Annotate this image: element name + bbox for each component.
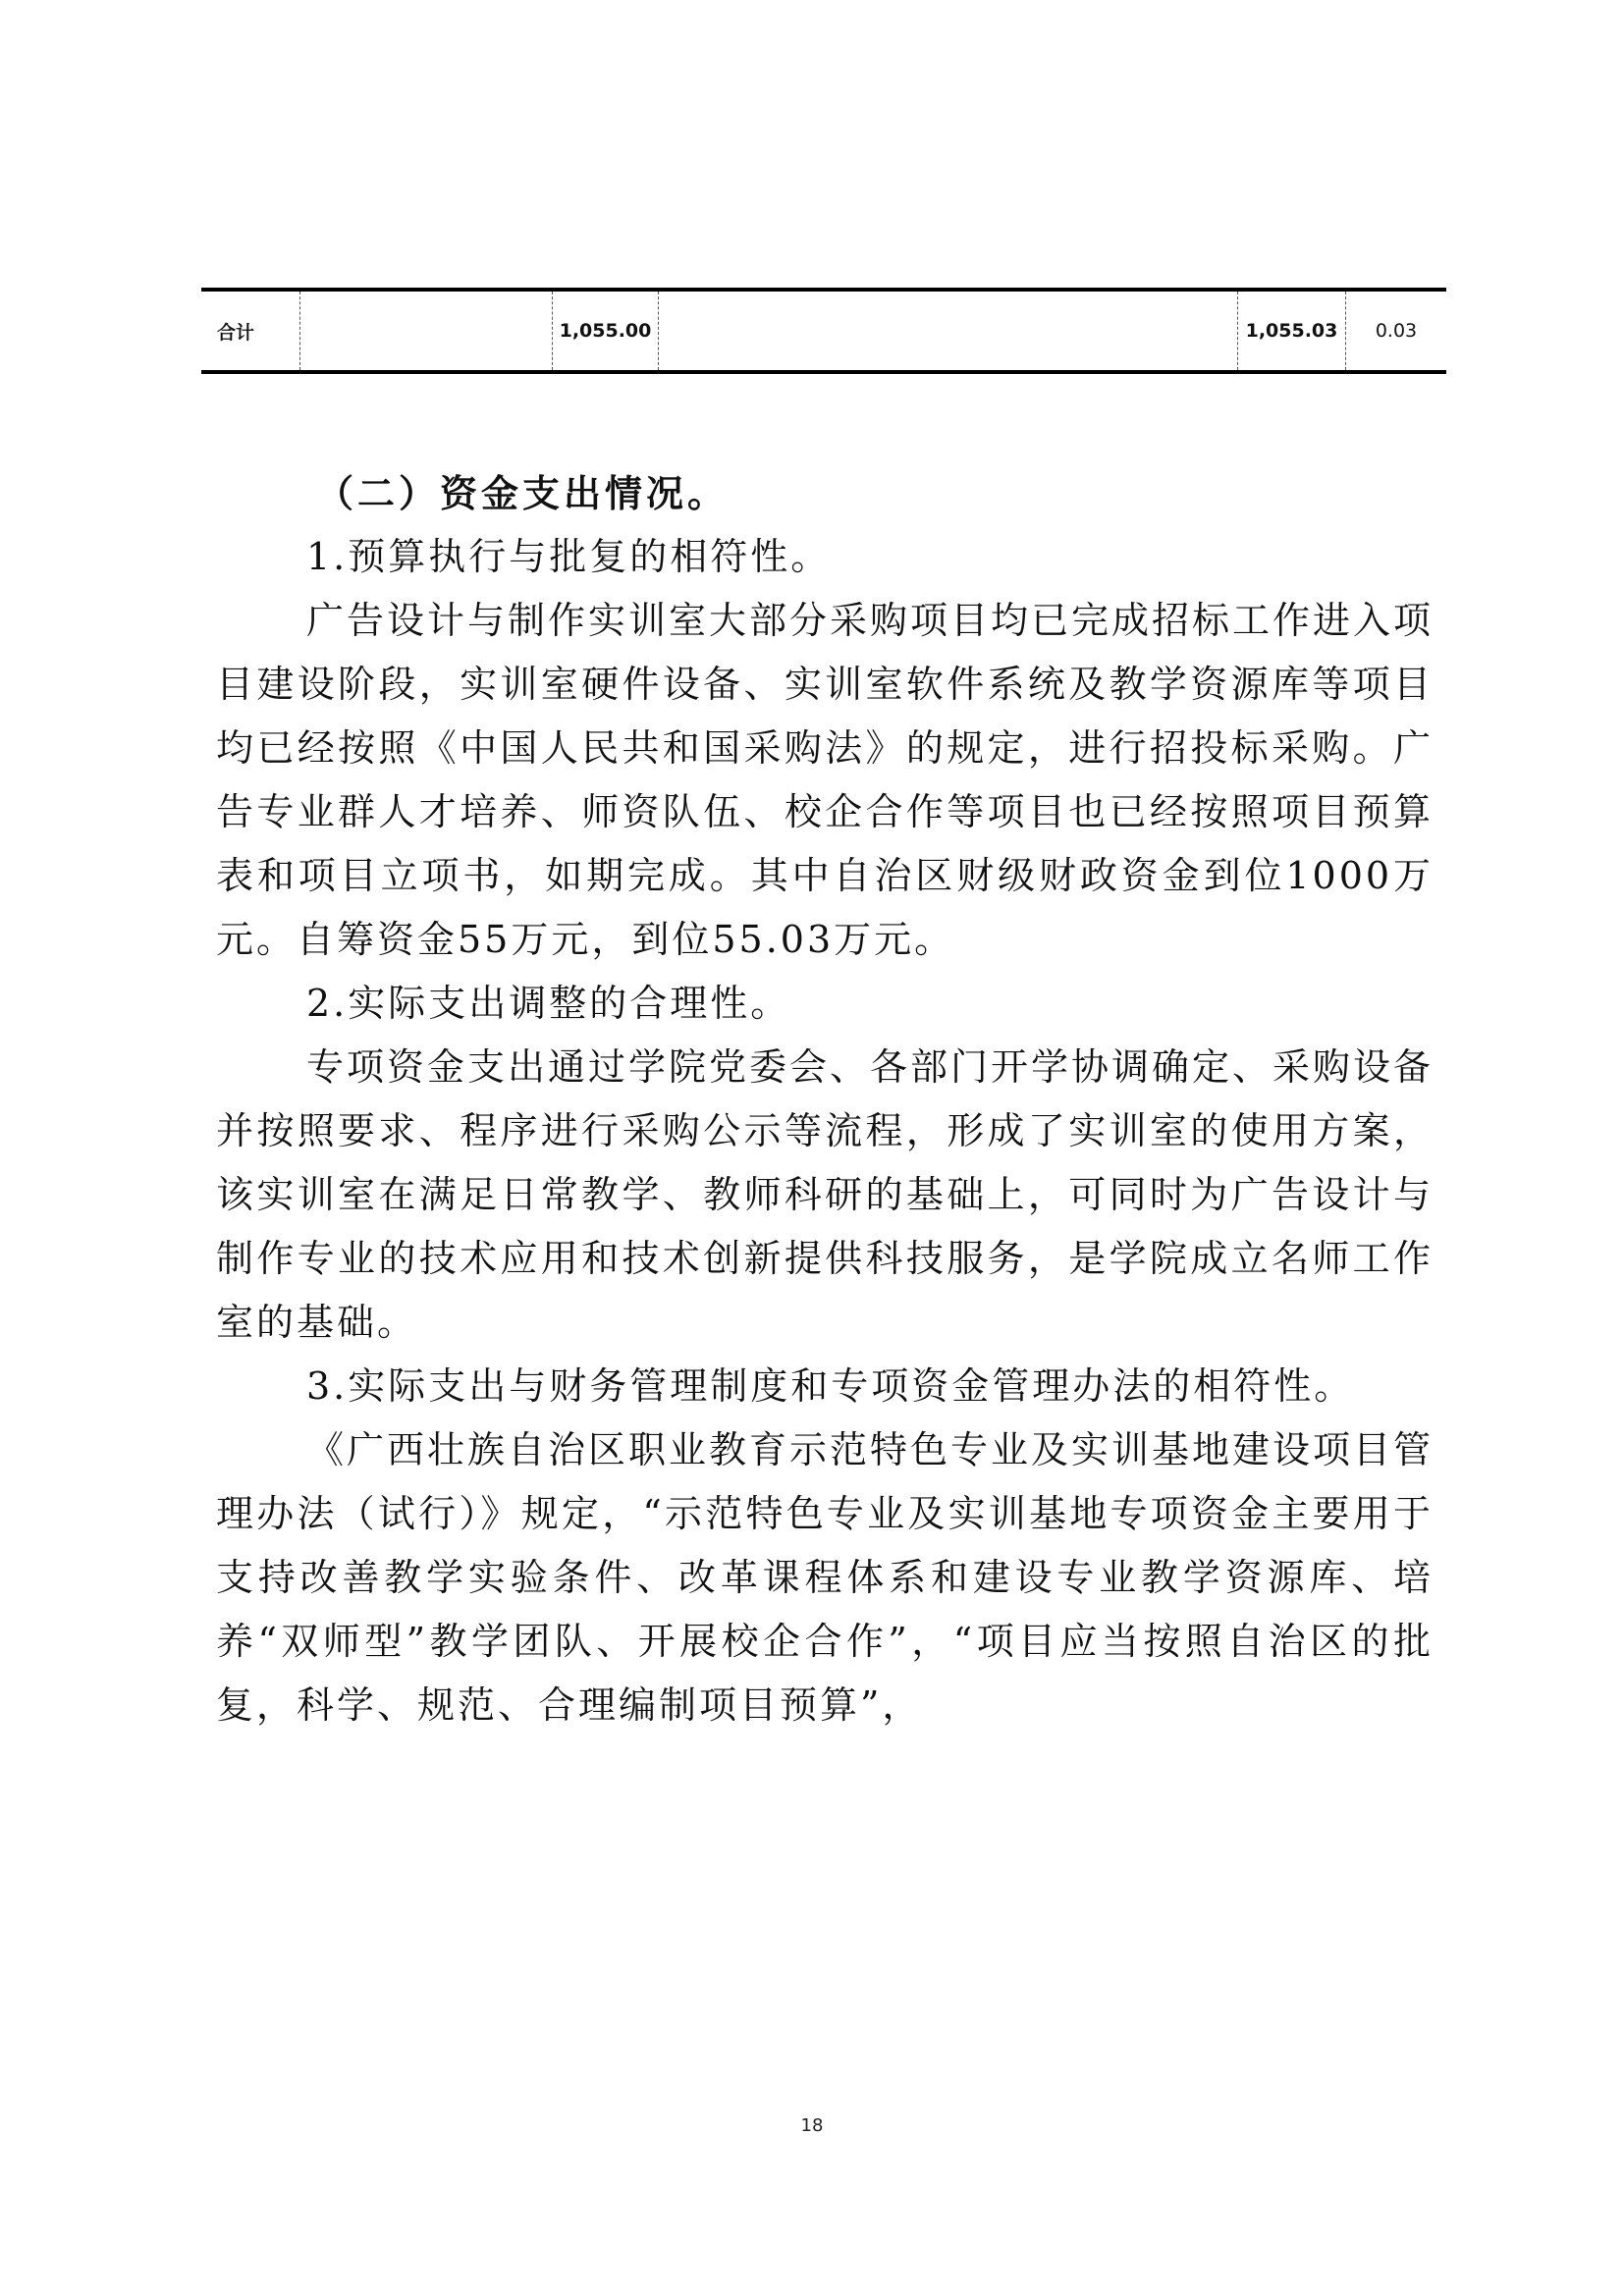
paragraph: 广告设计与制作实训室大部分采购项目均已完成招标工作进入项目建设阶段，实训室硬件设备、实训室软件系统及教学资源库等项目均已经按照《中国人民共和国采购法》的规定，进行招投标采购。广告专业群人才培养、师资队伍、校企合作等项目也已经按照项目预算表和项目立项书，如期完成。其中自治区财级财政资金到位1000万元。自筹资金55万元，到位55.03万元。 [216,599,1435,961]
body-text [216,461,1434,1737]
budget-total-cell: 1,055.00 [553,292,659,370]
total-label-cell: 合计 [201,292,300,370]
empty-cell [659,292,1238,370]
summary-table-total-row [201,288,1446,374]
empty-cell [300,292,553,370]
difference-cell: 0.03 [1375,320,1418,342]
paragraph-subheading: 1.预算执行与批复的相符性。 [306,535,832,578]
section-heading: （二）资金支出情况。 [316,471,730,515]
paragraph-subheading: 3.实际支出与财务管理制度和专项资金管理办法的相符性。 [306,1364,1355,1408]
paragraph: 专项资金支出通过学院党委会、各部门开学协调确定、采购设备并按照要求、程序进行采购公示等流程，形成了实训室的使用方案，该实训室在满足日常教学、教师科研的基础上，可同时为广告设计与制作专业的技术应用和技术创新提供科技服务，是学院成立名师工作室的基础。 [216,1045,1435,1344]
paragraph: 《广西壮族自治区职业教育示范特色专业及实训基地建设项目管理办法（试行）》规定，“示范特色专业及实训基地专项资金主要用于支持改善教学实验条件、改革课程体系和建设专业教学资源库、培养“双师型”教学团队、开展校企合作”，“项目应当按照自治区的批复，科学、规范、合理编制项目预算”， [216,1428,1435,1727]
actual-total-cell: 1,055.03 [1238,292,1346,370]
paragraph-subheading: 2.实际支出调整的合理性。 [306,982,791,1025]
page-number: 18 [800,2115,824,2136]
